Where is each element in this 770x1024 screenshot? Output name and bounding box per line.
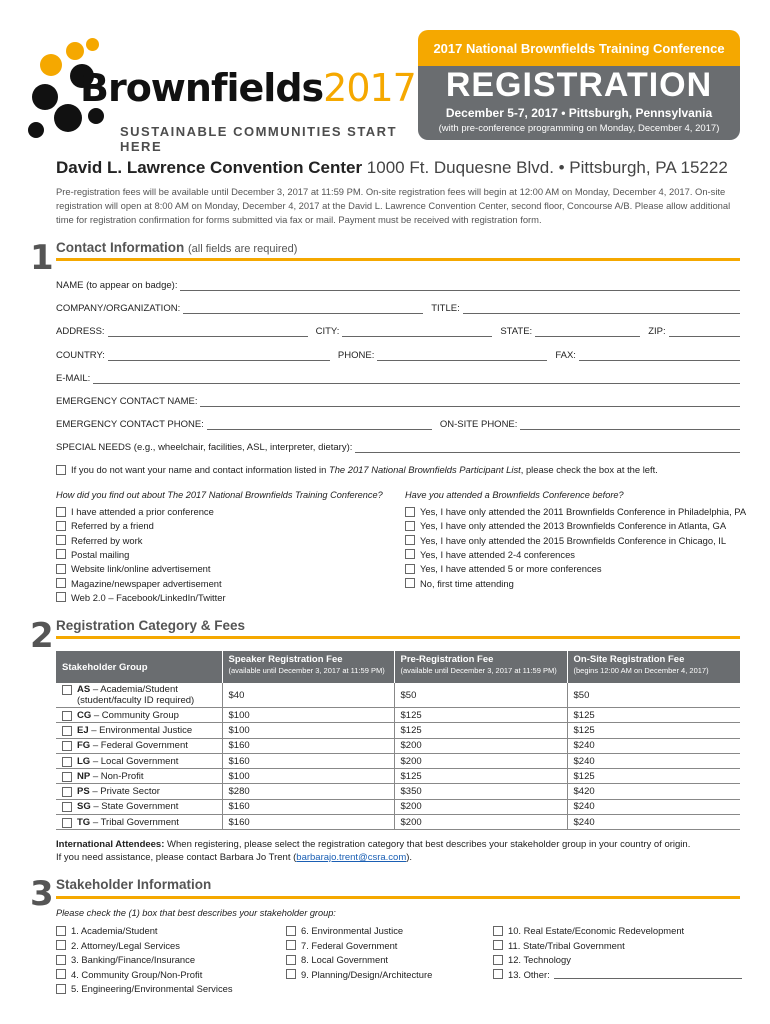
logo-dot [86, 38, 99, 51]
preregistration-fee: $125 [394, 708, 567, 723]
source-option-checkbox[interactable] [56, 549, 66, 559]
onsite-phone-label: ON-SITE PHONE: [439, 419, 518, 430]
source-option[interactable] [56, 592, 226, 603]
fee-row [56, 723, 740, 738]
speaker-fee: $160 [222, 753, 394, 768]
preregistration-fee: $50 [394, 683, 567, 708]
stakeholder-option[interactable] [493, 969, 742, 980]
stakeholder-option-label: 12. Technology [508, 954, 571, 965]
attendance-option-label: Yes, I have attended 5 or more conferences [420, 563, 602, 575]
stakeholder-category[interactable]: SG – State Government [56, 799, 222, 814]
source-option-label: Website link/online advertisement [71, 563, 211, 575]
stakeholder-category[interactable]: CG – Community Group [56, 708, 222, 723]
category-checkbox[interactable] [62, 685, 72, 695]
category-checkbox[interactable] [62, 711, 72, 721]
speaker-fee: $280 [222, 784, 394, 799]
emergency-phone-row [56, 416, 740, 430]
country-row [56, 347, 740, 361]
section-number: 3 [30, 874, 54, 914]
stakeholder-option-checkbox[interactable] [286, 955, 296, 965]
emergency-name-field[interactable] [200, 398, 740, 407]
stakeholder-option[interactable] [56, 925, 158, 936]
section-title: Contact Information (all fields are required) [56, 240, 298, 255]
speaker-fee: $160 [222, 799, 394, 814]
phone-field[interactable] [377, 352, 547, 361]
logo-tagline: SUSTAINABLE COMMUNITIES START HERE [120, 124, 398, 154]
special-needs-row [56, 439, 740, 453]
email-label: E-MAIL: [56, 373, 91, 384]
attendance-option-label: Yes, I have only attended the 2011 Brownfields Conference in Philadelphia, PA [420, 506, 747, 517]
attendance-option[interactable] [405, 549, 575, 560]
emergency-name-label: EMERGENCY CONTACT NAME: [56, 396, 198, 407]
stakeholder-category[interactable]: EJ – Environmental Justice [56, 723, 222, 738]
source-option-checkbox[interactable] [56, 535, 66, 545]
stakeholder-option-checkbox[interactable] [286, 940, 296, 950]
attendance-option-label: Yes, I have only attended the 2013 Brownfields Conference in Atlanta, GA [420, 520, 727, 532]
stakeholder-option-label: 9. Planning/Design/Architecture [301, 968, 433, 980]
venue-name: David L. Lawrence Convention Center [56, 158, 363, 177]
onsite-fee: $240 [567, 799, 740, 814]
section-rule [56, 896, 740, 899]
preregistration-fee: $200 [394, 815, 567, 830]
source-option-label: I have attended a prior conference [71, 506, 214, 517]
fee-row [56, 683, 740, 708]
stakeholder-option[interactable] [56, 954, 195, 965]
speaker-fee: $160 [222, 738, 394, 753]
banner-preconference: (with pre-conference programming on Monday, December 4, 2017) [438, 123, 720, 134]
stakeholder-option-checkbox[interactable] [493, 940, 503, 950]
speaker-fee: $100 [222, 723, 394, 738]
speaker-fee: $100 [222, 769, 394, 784]
onsite-fee: $125 [567, 708, 740, 723]
phone-label: PHONE: [337, 350, 375, 361]
stakeholder-option[interactable] [56, 940, 180, 951]
section-number: 2 [30, 616, 54, 656]
attendance-option-checkbox[interactable] [405, 549, 415, 559]
category-checkbox[interactable] [62, 726, 72, 736]
stakeholder-option[interactable] [493, 954, 571, 965]
name-field[interactable] [180, 282, 740, 291]
attendance-option[interactable] [405, 563, 602, 574]
source-option-label: Postal mailing [71, 548, 130, 560]
country-label: COUNTRY: [56, 350, 105, 361]
onsite-fee: $240 [567, 753, 740, 768]
stakeholder-category[interactable]: NP – Non-Profit [56, 769, 222, 784]
fee-row [56, 815, 740, 830]
category-checkbox[interactable] [62, 772, 72, 782]
category-checkbox[interactable] [62, 787, 72, 797]
speaker-fee: $100 [222, 708, 394, 723]
category-checkbox[interactable] [62, 818, 72, 828]
logo-dot [88, 108, 104, 124]
attendance-option-label: Yes, I have only attended the 2015 Brownfields Conference in Chicago, IL [420, 534, 727, 546]
onsite-fee: $420 [567, 784, 740, 799]
source-option[interactable] [56, 549, 129, 560]
onsite-fee: $125 [567, 769, 740, 784]
stakeholder-option-checkbox[interactable] [286, 926, 296, 936]
optout-checkbox[interactable] [56, 465, 66, 475]
emergency-phone-field[interactable] [207, 421, 432, 430]
stakeholder-option-label: 10. Real Estate/Economic Redevelopment [508, 925, 685, 936]
email-field[interactable] [93, 375, 740, 384]
source-option[interactable] [56, 578, 222, 589]
emergency-name-row [56, 393, 740, 407]
source-option-checkbox[interactable] [56, 521, 66, 531]
source-option[interactable] [56, 563, 210, 574]
source-option[interactable] [56, 506, 214, 517]
source-option-checkbox[interactable] [56, 578, 66, 588]
source-option[interactable] [56, 520, 154, 531]
logo-dot [54, 104, 82, 132]
preregistration-fee: $125 [394, 769, 567, 784]
title-label: TITLE: [431, 303, 460, 314]
onsite-fee: $50 [567, 683, 740, 708]
attendance-option-checkbox[interactable] [405, 507, 415, 517]
stakeholder-option[interactable] [286, 954, 388, 965]
conference-name: 2017 National Brownfields Training Conference [418, 30, 740, 66]
stakeholder-option-label: 4. Community Group/Non-Profit [71, 968, 203, 980]
banner-title: REGISTRATION [445, 66, 713, 104]
category-checkbox[interactable] [62, 802, 72, 812]
fee-row [56, 708, 740, 723]
prior-attendance-question: Have you attended a Brownfields Conference before? [405, 490, 624, 500]
preregistration-fee: $200 [394, 799, 567, 814]
header-stakeholder-group: Stakeholder Group [56, 651, 222, 683]
email-row [56, 370, 740, 384]
source-option-checkbox[interactable] [56, 507, 66, 517]
city-field[interactable] [342, 328, 492, 337]
attendance-option[interactable] [405, 506, 746, 517]
preregistration-fee: $200 [394, 753, 567, 768]
registration-banner [418, 30, 740, 140]
stakeholder-option-label: 13. Other: [508, 968, 550, 980]
category-checkbox[interactable] [62, 757, 72, 767]
stakeholder-instruction: Please check the (1) box that best describes your stakeholder group: [56, 908, 336, 918]
assistance-email-link[interactable]: barbarajo.trent@csra.com [296, 852, 407, 863]
fax-field[interactable] [579, 352, 740, 361]
attendance-option-checkbox[interactable] [405, 564, 415, 574]
section-title: Registration Category & Fees [56, 618, 246, 633]
onsite-phone-field[interactable] [520, 421, 740, 430]
fee-row [56, 799, 740, 814]
source-question: How did you find out about The 2017 National Brownfields Training Conference? [56, 490, 383, 500]
company-field[interactable] [183, 305, 423, 314]
stakeholder-option-label: 11. State/Tribal Government [508, 939, 625, 951]
banner-dates: December 5-7, 2017 • Pittsburgh, Pennsylvania [445, 106, 713, 120]
stakeholder-option-checkbox[interactable] [286, 969, 296, 979]
onsite-fee: $240 [567, 815, 740, 830]
optout-row [56, 464, 658, 475]
onsite-fee: $240 [567, 738, 740, 753]
name-row [56, 277, 740, 291]
attendance-option-checkbox[interactable] [405, 535, 415, 545]
stakeholder-option[interactable] [493, 925, 684, 936]
stakeholder-option-label: 3. Banking/Finance/Insurance [71, 954, 196, 965]
stakeholder-option-checkbox[interactable] [493, 969, 503, 979]
section-rule [56, 636, 740, 639]
intro-paragraph: Pre-registration fees will be available until December 3, 2017 at 11:59 PM. On-site registration fees will begin at 12:00 AM on Monday, December 4, 2017. On-site registration will open at 8:00 AM on Monday, December 4, 2017 at the David L. Lawrence Convention Center, second floor, Concourse A/B. Please allow additional time for registration confirmation for forms submitted via fax or mail. Payment must be received with registration form. [56, 186, 731, 225]
logo-dot [28, 122, 44, 138]
source-option-label: Referred by a friend [71, 520, 154, 532]
special-needs-field[interactable] [355, 444, 740, 453]
optout-label: If you do not want your name and contact information listed in The 2017 National Brownfields Participant List, please check the box at the left. [71, 464, 658, 475]
section-rule [56, 258, 740, 261]
fee-row [56, 753, 740, 768]
zip-label: ZIP: [648, 326, 666, 337]
special-needs-label: SPECIAL NEEDS (e.g., wheelchair, facilities, ASL, interpreter, dietary): [56, 442, 353, 453]
stakeholder-category[interactable]: AS – Academia/Student (student/faculty ID required) [56, 683, 222, 708]
header-speaker-fee: Speaker Registration Fee (available until December 3, 2017 at 11:59 PM) [222, 651, 394, 683]
title-field[interactable] [463, 305, 740, 314]
stakeholder-option-label: 1. Academia/Student [71, 925, 158, 936]
fax-label: FAX: [555, 350, 576, 361]
company-label: COMPANY/ORGANIZATION: [56, 303, 181, 314]
fee-row [56, 738, 740, 753]
attendance-option-label: No, first time attending [420, 577, 514, 589]
name-label: NAME (to appear on badge): [56, 280, 178, 291]
source-option-label: Web 2.0 – Facebook/LinkedIn/Twitter [71, 591, 226, 603]
stakeholder-option[interactable] [286, 925, 403, 936]
stakeholder-option[interactable] [56, 969, 202, 980]
address-field[interactable] [108, 328, 308, 337]
attendance-option[interactable] [405, 578, 514, 589]
address-label: ADDRESS: [56, 326, 105, 337]
fee-row [56, 784, 740, 799]
category-checkbox[interactable] [62, 741, 72, 751]
stakeholder-option[interactable] [56, 983, 233, 994]
stakeholder-option-checkbox[interactable] [56, 955, 66, 965]
venue-line [56, 158, 728, 178]
stakeholder-option-label: 7. Federal Government [301, 939, 398, 951]
header-preregistration-fee: Pre-Registration Fee (available until December 3, 2017 at 11:59 PM) [394, 651, 567, 683]
stakeholder-option[interactable] [286, 940, 397, 951]
attendance-option[interactable] [405, 520, 726, 531]
preregistration-fee: $350 [394, 784, 567, 799]
onsite-fee: $125 [567, 723, 740, 738]
stakeholder-option[interactable] [493, 940, 625, 951]
fee-table [56, 651, 740, 830]
logo-wordmark: Brownfields2017 [80, 66, 416, 110]
source-option-label: Magazine/newspaper advertisement [71, 577, 222, 589]
state-label: STATE: [500, 326, 533, 337]
stakeholder-option[interactable] [286, 969, 432, 980]
stakeholder-option-checkbox[interactable] [56, 940, 66, 950]
stakeholder-option-label: 2. Attorney/Legal Services [71, 939, 180, 951]
header-onsite-fee: On-Site Registration Fee (begins 12:00 AM on December 4, 2017) [567, 651, 740, 683]
attendance-option-checkbox[interactable] [405, 521, 415, 531]
logo-dot [32, 84, 58, 110]
source-option[interactable] [56, 535, 142, 546]
section-number: 1 [30, 238, 54, 278]
zip-field[interactable] [669, 328, 740, 337]
stakeholder-option-checkbox[interactable] [56, 969, 66, 979]
attendance-option-label: Yes, I have attended 2-4 conferences [420, 548, 575, 560]
brownfields-logo [28, 38, 416, 154]
source-option-label: Referred by work [71, 534, 143, 546]
preregistration-fee: $200 [394, 738, 567, 753]
source-option-checkbox[interactable] [56, 592, 66, 602]
other-field[interactable] [554, 970, 742, 979]
stakeholder-option-checkbox[interactable] [56, 984, 66, 994]
stakeholder-option-checkbox[interactable] [56, 926, 66, 936]
attendance-option[interactable] [405, 535, 726, 546]
stakeholder-option-checkbox[interactable] [493, 926, 503, 936]
stakeholder-option-label: 8. Local Government [301, 954, 389, 965]
state-field[interactable] [535, 328, 640, 337]
preregistration-fee: $125 [394, 723, 567, 738]
international-note: International Attendees: When registering, please select the registration category that best describes your stakeholder group in your country of origin. If you need assistance, please contact Barbara Jo Trent (barbarajo.trent@csra.com). [56, 839, 691, 863]
venue-address: 1000 Ft. Duquesne Blvd. • Pittsburgh, PA 15222 [366, 158, 728, 177]
speaker-fee: $160 [222, 815, 394, 830]
stakeholder-option-label: 6. Environmental Justice [301, 925, 404, 936]
source-option-checkbox[interactable] [56, 564, 66, 574]
country-field[interactable] [108, 352, 330, 361]
company-row [56, 300, 740, 314]
address-row [56, 323, 740, 337]
speaker-fee: $40 [222, 683, 394, 708]
logo-dot [66, 42, 84, 60]
section-title: Stakeholder Information [56, 877, 212, 892]
attendance-option-checkbox[interactable] [405, 578, 415, 588]
stakeholder-category[interactable]: PS – Private Sector [56, 784, 222, 799]
fee-row [56, 769, 740, 784]
city-label: CITY: [315, 326, 340, 337]
stakeholder-category[interactable]: TG – Tribal Government [56, 815, 222, 830]
emergency-phone-label: EMERGENCY CONTACT PHONE: [56, 419, 204, 430]
logo-dot [40, 54, 62, 76]
stakeholder-option-label: 5. Engineering/Environmental Services [71, 983, 233, 994]
stakeholder-category[interactable]: FG – Federal Government [56, 738, 222, 753]
stakeholder-option-checkbox[interactable] [493, 955, 503, 965]
stakeholder-category[interactable]: LG – Local Government [56, 753, 222, 768]
